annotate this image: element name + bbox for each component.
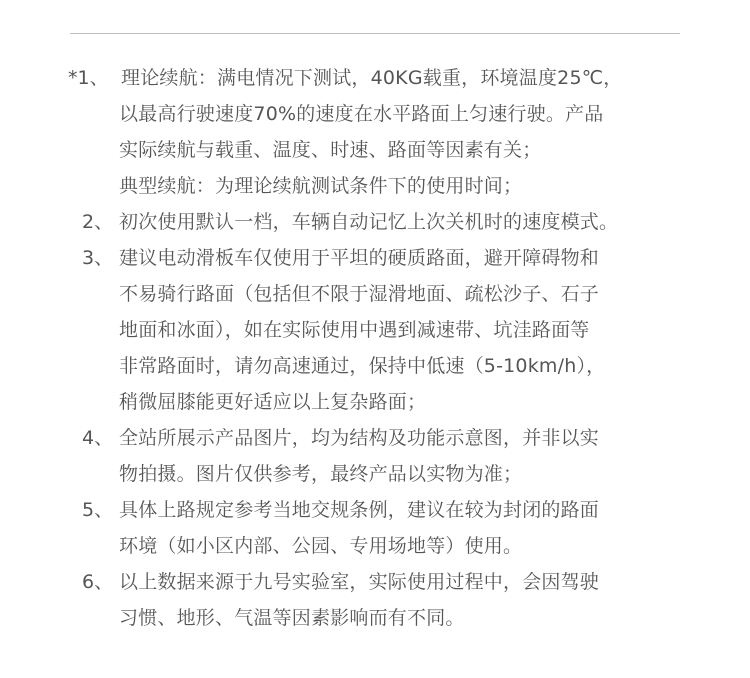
note-line: 全站所展示产品图片，均为结构及功能示意图，并非以实 [119, 427, 600, 449]
note-line: 物拍摄。图片仅供参考，最终产品以实物为准； [119, 463, 523, 485]
note-line: 以最高行驶速度70%的速度在水平路面上匀速行驶。产品 [119, 103, 604, 125]
disclaimer-notes [0, 60, 750, 636]
note-4 [0, 420, 750, 492]
note-3 [0, 240, 750, 420]
note-marker: 3、 [82, 247, 114, 269]
note-line: 具体上路规定参考当地交规条例，建议在较为封闭的路面 [119, 499, 600, 521]
note-marker: 4、 [82, 427, 114, 449]
note-6 [0, 564, 750, 636]
note-line: 稍微屈膝能更好适应以上复杂路面； [119, 391, 427, 413]
note-line: 初次使用默认一档，车辆自动记忆上次关机时的速度模式。 [119, 211, 619, 233]
note-line: 建议电动滑板车仅使用于平坦的硬质路面，避开障碍物和 [119, 247, 600, 269]
note-marker: 5、 [82, 499, 114, 521]
note-line: 环境（如小区内部、公园、专用场地等）使用。 [119, 535, 523, 557]
note-line: 实际续航与载重、温度、时速、路面等因素有关； [119, 139, 542, 161]
note-marker: 6、 [82, 571, 114, 593]
note-line: 不易骑行路面（包括但不限于湿滑地面、疏松沙子、石子 [119, 283, 600, 305]
note-marker: *1、 [68, 67, 109, 89]
note-line: 典型续航：为理论续航测试条件下的使用时间； [119, 175, 523, 197]
note-line: 理论续航：满电情况下测试，40KG载重，环境温度25℃， [121, 67, 623, 89]
note-2 [0, 204, 750, 240]
note-line: 习惯、地形、气温等因素影响而有不同。 [119, 607, 465, 629]
note-line: 非常路面时，请勿高速通过，保持中低速（5-10km/h）， [119, 355, 606, 377]
note-1 [0, 60, 750, 204]
top-divider [70, 33, 680, 34]
note-5 [0, 492, 750, 564]
note-line: 以上数据来源于九号实验室，实际使用过程中，会因驾驶 [119, 571, 600, 593]
note-line: 地面和冰面），如在实际使用中遇到减速带、坑洼路面等 [119, 319, 590, 341]
note-marker: 2、 [82, 211, 114, 233]
